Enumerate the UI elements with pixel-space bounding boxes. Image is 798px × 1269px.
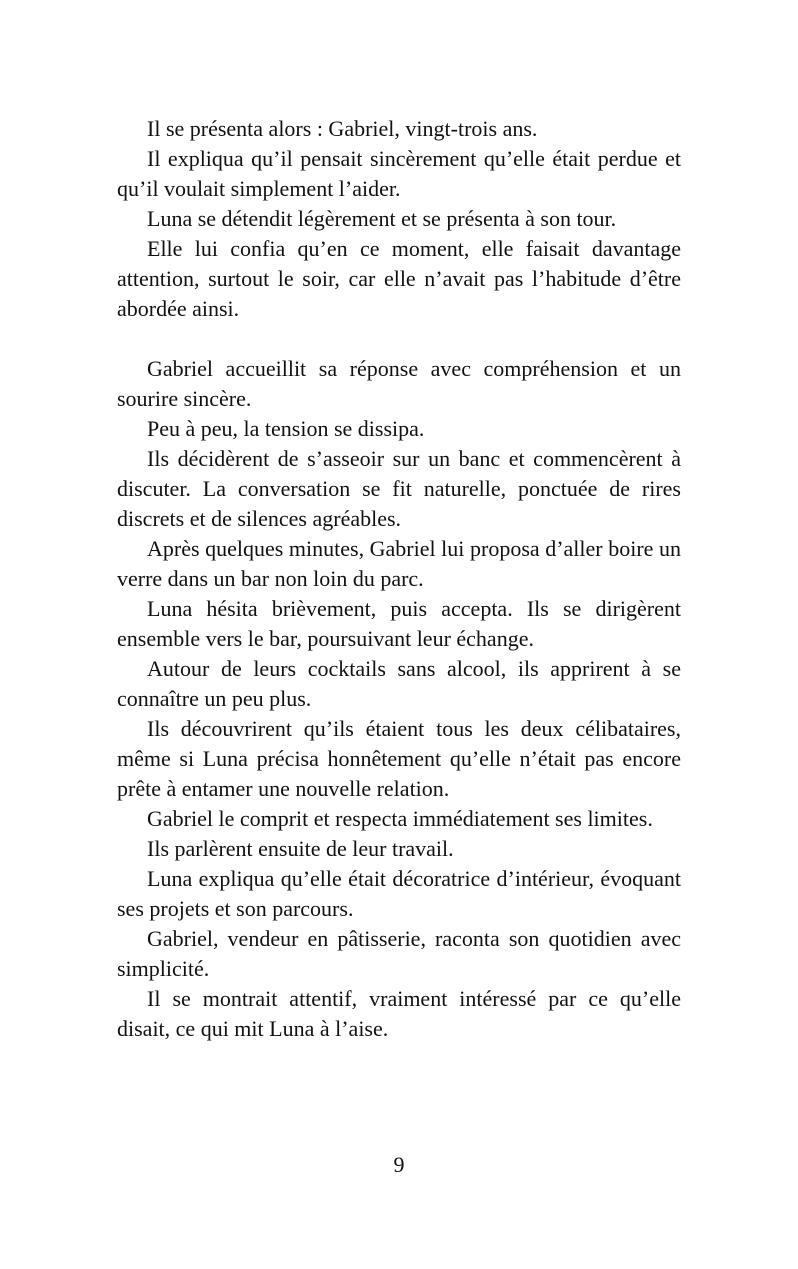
paragraph-1: Il se présenta alors : Gabriel, vingt-trois ans. bbox=[147, 116, 538, 141]
body-text bbox=[117, 114, 681, 1044]
paragraph-9: Luna hésita brièvement, puis accepta. Ils se dirigèrent ensemble vers le bar, poursuivant leur échange. bbox=[117, 596, 681, 651]
paragraph-7: Ils décidèrent de s’asseoir sur un banc et commencèrent à discuter. La conversation se fit naturelle, ponctuée de rires discrets et de silences agréables. bbox=[117, 446, 681, 531]
paragraph-4: Elle lui confia qu’en ce moment, elle faisait davantage attention, surtout le soir, car elle n’avait pas l’habitude d’être abordée ainsi. bbox=[117, 236, 681, 321]
paragraph-15: Gabriel, vendeur en pâtisserie, raconta son quotidien avec simplicité. bbox=[117, 926, 681, 981]
paragraph-5: Gabriel accueillit sa réponse avec compréhension et un sourire sincère. bbox=[117, 356, 681, 411]
paragraph-11: Ils découvrirent qu’ils étaient tous les deux célibataires, même si Luna précisa honnêtement qu’elle n’était pas encore prête à entamer une nouvelle relation. bbox=[117, 716, 681, 801]
page-number: 9 bbox=[393, 1152, 405, 1177]
paragraph-10: Autour de leurs cocktails sans alcool, ils apprirent à se connaître un peu plus. bbox=[117, 656, 681, 711]
paragraph-6: Peu à peu, la tension se dissipa. bbox=[147, 416, 425, 441]
paragraph-2: Il expliqua qu’il pensait sincèrement qu’elle était perdue et qu’il voulait simplement l’aider. bbox=[117, 146, 681, 201]
paragraph-14: Luna expliqua qu’elle était décoratrice d’intérieur, évoquant ses projets et son parcours. bbox=[117, 866, 681, 921]
paragraph-8: Après quelques minutes, Gabriel lui proposa d’aller boire un verre dans un bar non loin du parc. bbox=[117, 536, 681, 591]
paragraph-13: Ils parlèrent ensuite de leur travail. bbox=[147, 836, 454, 861]
paragraph-12: Gabriel le comprit et respecta immédiatement ses limites. bbox=[147, 806, 653, 831]
paragraph-3: Luna se détendit légèrement et se présenta à son tour. bbox=[147, 206, 617, 231]
paragraph-16: Il se montrait attentif, vraiment intéressé par ce qu’elle disait, ce qui mit Luna à l’aise. bbox=[117, 986, 681, 1041]
